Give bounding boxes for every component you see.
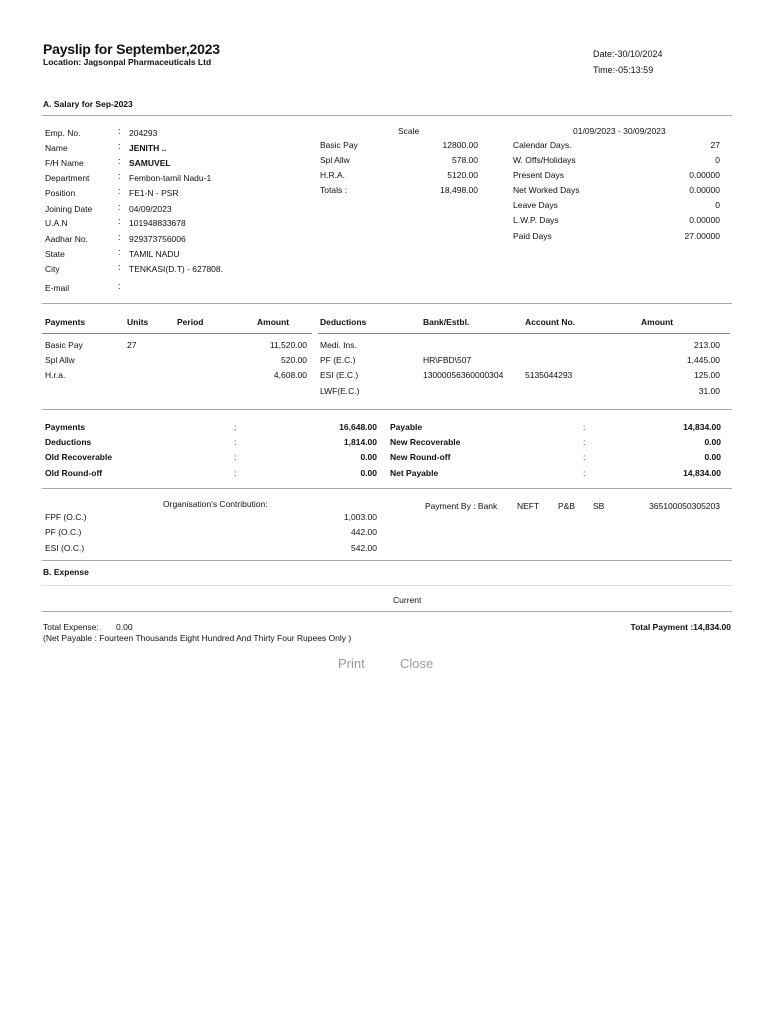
- contribution-value: 442.00: [351, 527, 377, 537]
- summary-colon: :: [234, 437, 237, 447]
- payment-name: Spl Allw: [45, 355, 75, 365]
- employee-field-label: City: [45, 264, 60, 274]
- employee-field-label: Department: [45, 173, 90, 183]
- employee-field-value: SAMUVEL: [129, 158, 171, 168]
- employee-field-colon: :: [118, 126, 121, 136]
- summary-colon: :: [583, 452, 586, 462]
- contribution-value: 1,003.00: [343, 512, 377, 522]
- total-expense-label: Total Expense:: [43, 622, 99, 632]
- current-label: Current: [393, 595, 422, 605]
- print-date: Date:-30/10/2024: [593, 49, 663, 59]
- payment-mode: NEFT: [517, 501, 540, 511]
- deduction-bank: HR\FBD\507: [423, 355, 472, 365]
- summary-label: Payments: [45, 422, 86, 432]
- scale-value: 578.00: [452, 155, 478, 165]
- employee-field-value: 101948833678: [129, 218, 186, 228]
- divider: [42, 488, 732, 489]
- summary-value: 14,834.00: [683, 468, 721, 478]
- employee-field-label: F/H Name: [45, 158, 84, 168]
- col-ded-amount: Amount: [641, 317, 674, 327]
- attendance-label: Leave Days: [513, 200, 558, 210]
- payment-units: 27: [127, 340, 137, 350]
- payment-name: Basic Pay: [45, 340, 83, 350]
- payment-bank: P&B: [558, 501, 576, 511]
- col-units: Units: [127, 317, 149, 327]
- total-payment: Total Payment :14,834.00: [630, 622, 731, 632]
- contribution-label: FPF (O.C.): [45, 512, 87, 522]
- employee-field-label: Emp. No.: [45, 128, 81, 138]
- section-b-title: B. Expense: [43, 567, 89, 577]
- deduction-amount: 1,445.00: [686, 355, 720, 365]
- contribution-label: ESI (O.C.): [45, 543, 85, 553]
- employee-field-label: E-mail: [45, 283, 70, 293]
- employee-field-value: FE1-N - PSR: [129, 188, 179, 198]
- print-button[interactable]: Print: [338, 656, 365, 671]
- summary-colon: :: [583, 422, 586, 432]
- scale-label: Totals :: [320, 185, 347, 195]
- summary-label: Payable: [390, 422, 423, 432]
- summary-value: 0.00: [360, 452, 377, 462]
- employee-field-label: Position: [45, 188, 76, 198]
- col-payments: Payments: [45, 317, 86, 327]
- deduction-bank: 13000056360000304: [423, 370, 504, 380]
- contribution-label: PF (O.C.): [45, 527, 82, 537]
- summary-colon: :: [583, 468, 586, 478]
- summary-label: New Round-off: [390, 452, 451, 462]
- attendance-value: 0: [715, 155, 720, 165]
- divider: [42, 333, 312, 334]
- col-amount: Amount: [257, 317, 290, 327]
- divider: [42, 303, 732, 304]
- employee-field-colon: :: [118, 156, 121, 166]
- summary-colon: :: [583, 437, 586, 447]
- contribution-heading: Organisation's Contribution:: [163, 499, 268, 509]
- employee-field-colon: :: [118, 141, 121, 151]
- deduction-amount: 213.00: [694, 340, 720, 350]
- contribution-value: 542.00: [351, 543, 377, 553]
- employee-field-colon: :: [118, 186, 121, 196]
- employee-field-label: State: [45, 249, 65, 259]
- employee-field-colon: :: [118, 202, 121, 212]
- scale-label: H.R.A.: [320, 170, 346, 180]
- summary-colon: :: [234, 452, 237, 462]
- deduction-name: LWF(E.C.): [320, 386, 360, 396]
- payment-name: H.r.a.: [45, 370, 66, 380]
- scale-label: Spl Allw: [320, 155, 350, 165]
- col-bank: Bank/Estbl.: [423, 317, 470, 327]
- divider: [42, 409, 732, 410]
- divider: [42, 611, 732, 612]
- payment-account: 365100050305203: [649, 501, 720, 511]
- deduction-name: ESI (E.C.): [320, 370, 359, 380]
- employee-field-label: Aadhar No.: [45, 234, 88, 244]
- payment-amount: 11,520.00: [269, 340, 307, 350]
- employee-field-colon: :: [118, 171, 121, 181]
- payment-by: Payment By : Bank: [425, 501, 498, 511]
- net-payable-words: (Net Payable : Fourteen Thousands Eight Hundred And Thirty Four Rupees Only ): [43, 633, 352, 643]
- pay-period: 01/09/2023 - 30/09/2023: [573, 126, 666, 136]
- employee-field-value: 929373756006: [129, 234, 186, 244]
- deduction-name: Medi. Ins.: [320, 340, 357, 350]
- summary-value: 16,648.00: [339, 422, 377, 432]
- print-time: Time:-05:13:59: [593, 65, 654, 75]
- attendance-value: 27.00000: [684, 231, 720, 241]
- employee-field-value: TAMIL NADU: [129, 249, 180, 259]
- attendance-label: W. Offs/Holidays: [513, 155, 576, 165]
- scale-value: 5120.00: [447, 170, 478, 180]
- scale-label: Basic Pay: [320, 140, 358, 150]
- employee-field-colon: :: [118, 262, 121, 272]
- summary-colon: :: [234, 422, 237, 432]
- employee-field-value: Fembon-tamil Nadu-1: [129, 173, 212, 183]
- payment-amount: 4,608.00: [273, 370, 307, 380]
- attendance-label: Calendar Days.: [513, 140, 572, 150]
- divider: [318, 333, 730, 334]
- divider: [42, 585, 732, 586]
- employee-field-value: 204293: [129, 128, 158, 138]
- summary-label: Old Round-off: [45, 468, 103, 478]
- employee-field-label: Name: [45, 143, 68, 153]
- summary-value: 14,834.00: [683, 422, 721, 432]
- divider: [42, 560, 732, 561]
- location: Location: Jagsonpal Pharmaceuticals Ltd: [43, 57, 212, 67]
- account-type: SB: [593, 501, 605, 511]
- attendance-value: 27: [710, 140, 720, 150]
- scale-value: 12800.00: [442, 140, 478, 150]
- attendance-label: Present Days: [513, 170, 565, 180]
- attendance-label: Paid Days: [513, 231, 552, 241]
- employee-field-label: U.A.N: [45, 218, 68, 228]
- employee-field-colon: :: [118, 247, 121, 257]
- employee-field-value: 04/09/2023: [129, 204, 172, 214]
- attendance-value: 0.00000: [689, 185, 720, 195]
- summary-colon: :: [234, 468, 237, 478]
- employee-field-value: TENKASI(D.T) - 627808.: [129, 264, 224, 274]
- col-deductions: Deductions: [320, 317, 367, 327]
- employee-field-value: JENITH ..: [129, 143, 167, 153]
- summary-label: Net Payable: [390, 468, 439, 478]
- attendance-value: 0.00000: [689, 170, 720, 180]
- attendance-value: 0: [715, 200, 720, 210]
- deduction-account: 5135044293: [525, 370, 573, 380]
- summary-value: 0.00: [360, 468, 377, 478]
- total-expense-value: 0.00: [116, 622, 133, 632]
- scale-value: 18,498.00: [440, 185, 478, 195]
- employee-field-colon: :: [118, 232, 121, 242]
- summary-value: 0.00: [704, 437, 721, 447]
- attendance-value: 0.00000: [689, 215, 720, 225]
- col-period: Period: [177, 317, 204, 327]
- employee-field-colon: :: [118, 281, 121, 291]
- attendance-label: L.W.P. Days: [513, 215, 559, 225]
- summary-value: 1,814.00: [343, 437, 377, 447]
- payment-amount: 520.00: [281, 355, 307, 365]
- summary-label: Deductions: [45, 437, 92, 447]
- page-title: Payslip for September,2023: [43, 41, 220, 57]
- deduction-amount: 125.00: [694, 370, 720, 380]
- deduction-name: PF (E.C.): [320, 355, 356, 365]
- scale-heading: Scale: [398, 126, 420, 136]
- summary-label: New Recoverable: [390, 437, 461, 447]
- attendance-label: Net Worked Days: [513, 185, 580, 195]
- employee-field-colon: :: [118, 216, 121, 226]
- section-a-title: A. Salary for Sep-2023: [43, 99, 133, 109]
- col-account: Account No.: [525, 317, 576, 327]
- summary-label: Old Recoverable: [45, 452, 113, 462]
- close-button[interactable]: Close: [400, 656, 434, 671]
- deduction-amount: 31.00: [698, 386, 720, 396]
- summary-value: 0.00: [704, 452, 721, 462]
- employee-field-label: Joining Date: [45, 204, 93, 214]
- divider: [42, 115, 732, 116]
